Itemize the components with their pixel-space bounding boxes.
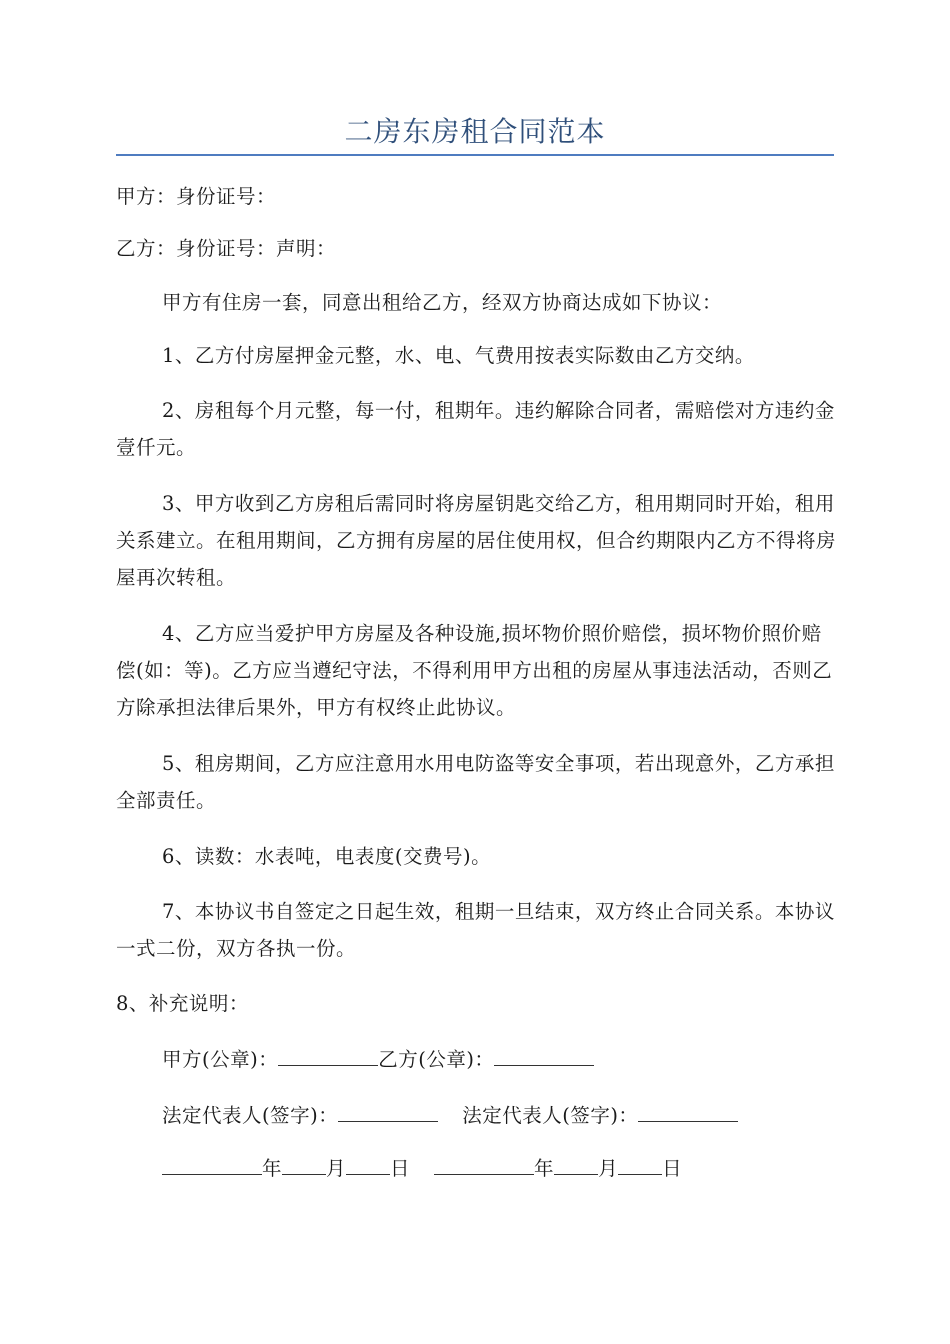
clause-5: 5、租房期间，乙方应注意用水用电防盗等安全事项，若出现意外，乙方承担全部责任。 <box>116 752 835 812</box>
date-a-year-label: 年 <box>262 1157 283 1180</box>
seal-row <box>162 1045 594 1075</box>
date-a-year-blank <box>162 1154 262 1175</box>
representative-row <box>162 1101 738 1131</box>
date-a-month-blank <box>282 1154 326 1175</box>
party-b-line: 乙方：身份证号：声明： <box>116 237 337 260</box>
clause-3: 3、甲方收到乙方房租后需同时将房屋钥匙交给乙方，租用期同时开始，租用关系建立。在租用期间，乙方拥有房屋的居住使用权，但合约期限内乙方不得将房屋再次转租。 <box>116 492 837 589</box>
rep-b-label: 法定代表人(签字)： <box>462 1104 639 1127</box>
date-b-day-label: 日 <box>662 1157 683 1180</box>
clause-6: 6、读数：水表吨，电表度(交费号)。 <box>162 845 492 868</box>
rep-b-blank <box>638 1101 738 1122</box>
intro-paragraph: 甲方有住房一套，同意出租给乙方，经双方协商达成如下协议： <box>162 291 723 314</box>
date-b-day-blank <box>618 1154 662 1175</box>
date-a-day-blank <box>346 1154 390 1175</box>
party-b-seal-label: 乙方(公章)： <box>378 1048 495 1071</box>
title-underline <box>116 154 834 156</box>
party-a-seal-blank <box>278 1045 378 1066</box>
date-b-year-blank <box>434 1154 534 1175</box>
clause-2: 2、房租每个月元整，每一付，租期年。违约解除合同者，需赔偿对方违约金壹仟元。 <box>116 399 835 459</box>
supplement-line: 8、补充说明： <box>116 992 249 1015</box>
date-b-year-label: 年 <box>534 1157 555 1180</box>
clause-7: 7、本协议书自签定之日起生效，租期一旦结束，双方终止合同关系。本协议一式二份，双方各执一份。 <box>116 900 835 960</box>
rep-a-blank <box>338 1101 438 1122</box>
rep-a-label: 法定代表人(签字)： <box>162 1104 339 1127</box>
clause-1: 1、乙方付房屋押金元整，水、电、气费用按表实际数由乙方交纳。 <box>162 344 755 367</box>
document-title: 二房东房租合同范本 <box>344 115 606 148</box>
date-row <box>162 1154 682 1184</box>
party-a-line: 甲方：身份证号： <box>116 185 277 208</box>
date-a-day-label: 日 <box>390 1157 411 1180</box>
clause-4: 4、乙方应当爱护甲方房屋及各种设施,损坏物价照价赔偿，损坏物价照价赔偿(如：等)。乙方应当遵纪守法，不得利用甲方出租的房屋从事违法活动，否则乙方除承担法律后果外，甲方有权终止此协议。 <box>116 622 833 719</box>
date-b-month-blank <box>554 1154 598 1175</box>
date-b-month-label: 月 <box>598 1157 619 1180</box>
date-a-month-label: 月 <box>326 1157 347 1180</box>
party-b-seal-blank <box>494 1045 594 1066</box>
party-a-seal-label: 甲方(公章)： <box>162 1048 279 1071</box>
